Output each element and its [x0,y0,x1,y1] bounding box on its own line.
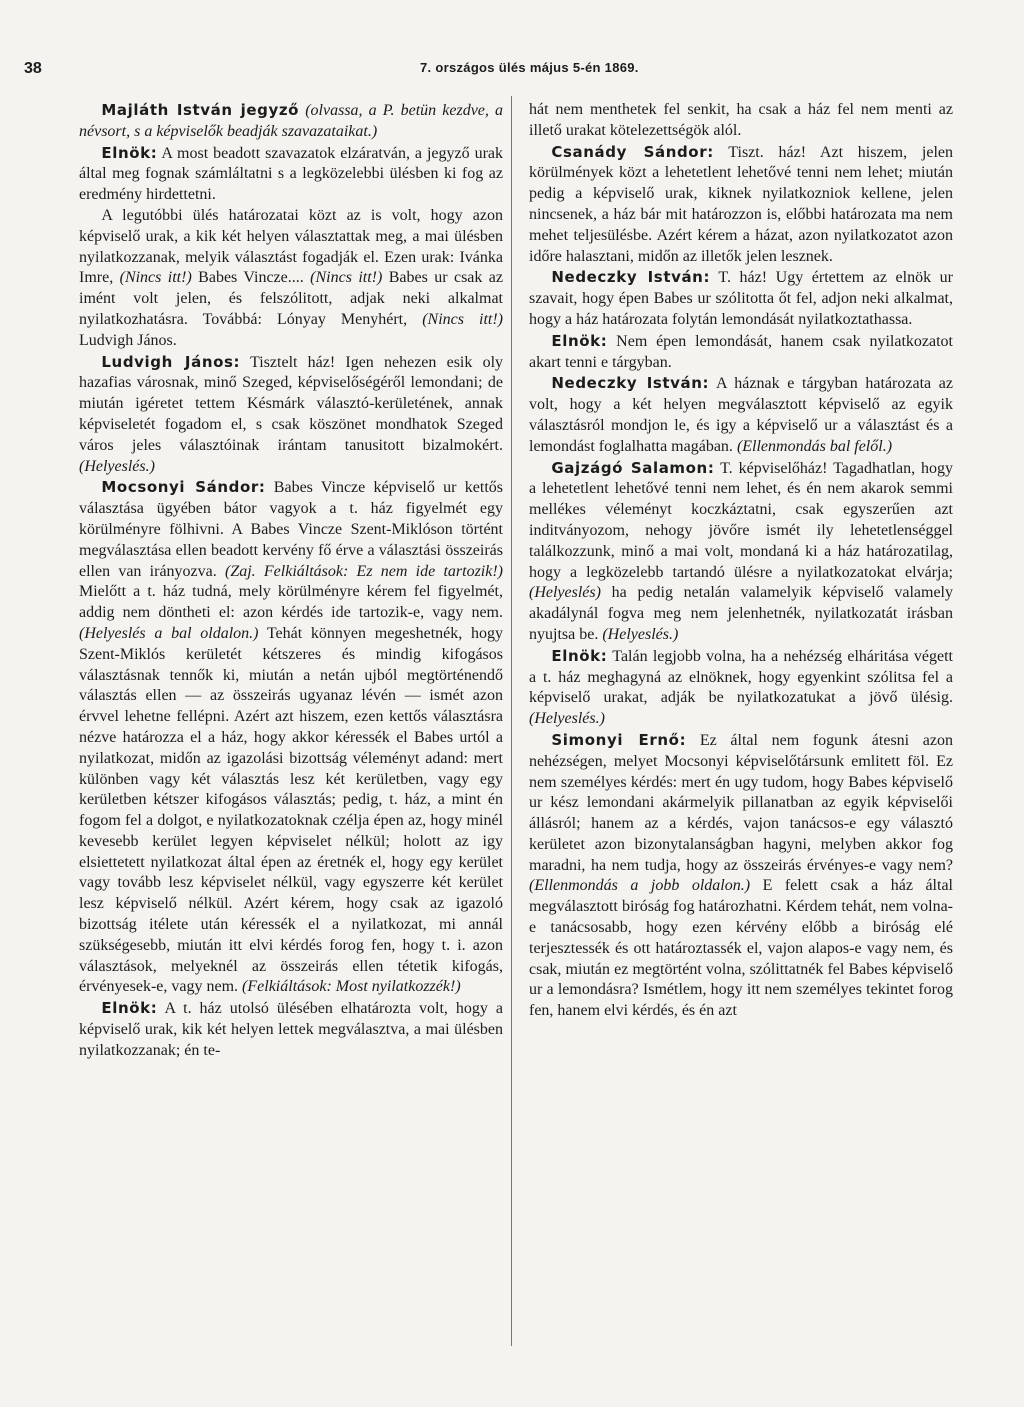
body-text: A háznak e tárgyban határozata az volt, hogy a két helyen megválasztott képviselő az egyik választásról mondjon le, és igy a képviselő ur a választást és a lemondást foglalhatta magában. [529,375,953,455]
paragraph [529,373,953,457]
left-column [79,100,503,1062]
speaker-name: Mocsonyi Sándor: [101,478,266,497]
remark-text: (Helyeslés.) [602,625,679,643]
remark-text: (Helyeslés.) [529,710,605,728]
paragraph [529,267,953,330]
body-text: Talán legjobb volna, ha a nehézség elháritása végett a t. ház meghagyná az elnöknek, hogy egyenkint szólitsa fel a képviselő urakat, adják be nyilatkozatukat a jövő ülésig. [529,647,953,707]
body-text: Tiszt. ház! Azt hiszem, jelen körülmények közt a lehetetlent lehetővé tenni nem lehet; miután pedig a képviselő urak, kiknek nyilatkozniok kellene, jelen nincsenek, a ház bár mit határozzon is, előbbi határozata ma nem mehet teljesülésbe. Azért kérem a házat, azon nyilatkozatot azon időre halasztani, midőn az illetők jelen lesznek. [529,143,953,265]
body-text: Nem épen lemondását, hanem csak nyilatkozatot akart tenni e tárgyban. [529,332,953,371]
speaker-name: Majláth István jegyző [101,101,300,119]
remark-text: (Zaj. Felkiáltások: Ez nem ide tartozik!) [224,562,503,580]
speaker-name: Ludvigh János: [101,352,241,371]
paragraph [529,100,953,142]
remark-text: (Felkiáltások: Most nyilatkozzék!) [242,978,461,996]
paragraph [79,998,503,1061]
speaker-name: Gajzágó Salamon: [551,458,715,477]
body-text: T. ház! Ugy értettem az elnök ur szavait, hogy épen Babes ur szólitotta őt fel, adjon neki alkalmat, hogy a ház határozata folytán lemondását nyilatkoztathassa. [529,269,954,328]
body-text: Mielőtt a t. ház tudná, mely körülményre kérem fel figyelmét, addig nem döntheti el: azon kérdés ide tartozik-e, vagy nem. [79,583,503,622]
remark-text: (Helyeslés.) [79,457,155,475]
remark-text: (Ellenmondás bal felől.) [736,437,893,455]
paragraph [529,646,953,730]
body-text: Babes ur csak az imént volt jelen, és felszólitott, adjak neki alkalmat nyilatkozhatásra. Továbbá: Lónyay Menyhért, [79,269,504,328]
body-text: hát nem menthetek fel senkit, ha csak a ház fel nem menti az illető urakat kötelezettségök alól. [529,101,953,139]
body-text: Babes Vincze képviselő ur kettős választása ügyében bátor vagyok a t. ház figyelmét egy körülményre fölhivni. A Babes Vincze Szent-Miklóson történt megválasztása ellen beadott kervény fő érve a választási összeirás ellen van irányozva. [79,479,503,580]
speaker-name: Nedeczky István: [551,374,710,393]
body-text: ha pedig netalán valamelyik képviselő valamely akadálynál fogva meg nem jelenhetnék, nyilatkozatát irásban nyujtsa be. [529,584,953,643]
remark-text: (Nincs itt!) [310,269,383,287]
paragraph [79,143,503,206]
paragraph [529,331,953,374]
paragraph [79,100,503,143]
body-text: Tehát könnyen megeshetnék, hogy Szent-Miklós kerületét kétszeres és mindig kifogásos választásnak tennők ki, miután a netán ujból megtörténendő választás ellen — az összeirás ugyanaz lévén — ismét azon érvvel lehetne fellépni. Azért azt hiszem, ezen kettős választásra nézve határozza el a ház, hogy akkor kéressék el Babes urtól a nyilatkozat, midőn az igazolási bizottság véleményt adand: mert különben vagy két választás lesz két kerületben, vagy egy kerületben kétszer kifogásos választás; pedig, t. ház, a mint én fogom fel a dolgot, e nyilatkozatoknak czélja épen az, hogy minél kevesebb kerület legyen képviselet nélkül; holott az igy elsiettetett nyilatkozat által épen az éretnék el, hogy egy kerület vagy tovább lesz képviselet nélkül, vagy egyszerre két kerület lesz képviselő nélkül. Azért kérem, hogy csak az igazoló bizottság itélete után kéressék el a nyilatkozat, mi annál szükségesebb, miután itt elvi kérdés forog fen, hogy t. i. azon választások, melyeknél az összeirás ellen tétetik kifogás, érvényesek-e, vagy nem. [79,624,504,996]
remark-text: (olvassa, a P. betün kezdve, a névsort, s a képviselők beadják szavazataikat.) [79,102,504,140]
body-text: T. képviselőház! Tagadhatlan, hogy a lehetetlent lehetővé tenni nem lehet, és én nem akarok semmi mellékes véleményt koczkáztatni, csak egyszerűen azt inditványozom, nehogy jövőre ismét ily lehetetlenséggel találkozzunk, minő a mai volt, mondaná ki a ház határozatilag, hogy a legközelebb tartandó ülésre a nyilatkozatokat elvárja; [529,459,953,581]
speaker-name: Elnök: [101,143,158,162]
body-text: A most beadott szavazatok elzáratván, a jegyző urak által meg fognak számláltatni s a legközelebbi ülésben ki fog az eredmény hirdettetni. [79,144,503,204]
remark-text: (Nincs itt!) [422,310,504,328]
body-text: E felett csak a ház által megválasztott biróság fog határozhatni. Kérdem tehát, nem volna-e tanácsosabb, hogy ezen kérvény előbb a biróság elé terjesztessék és ott határoztassék el, vajon alapos-e vagy nem, és csak, miután ez megtörtént volna, szólittatnék fel Babes képviselő ur a lemondásra? Ismétlem, hogy itt nem személyes tekintet forog fen, hanem elvi kérdés, és én azt [529,877,953,1020]
remark-text: (Helyeslés a bal oldalon.) [79,624,259,642]
speaker-name: Elnök: [101,999,158,1018]
body-text: Ludvigh János. [79,331,177,349]
speaker-name: Simonyi Ernő: [551,730,687,749]
paragraph [79,352,503,478]
right-column [529,100,953,1022]
body-text: Tisztelt ház! Igen nehezen esik oly hazafias városnak, minő Szeged, képviselőségéről lemondani; de miután igéretet tettem Késmárk választó-kerületének, annak képviseletét fogadom el, s csak köszönet mondhatok Szeged város jeles választóinak irántam tanusitott bizalmokért. [79,353,504,454]
body-text: A t. ház utolsó ülésében elhatározta volt, hogy a képviselő urak, kik két helyen lettek megválasztva, a mai ülésben nyilatkozzanak; én te- [79,1000,503,1059]
remark-text: (Helyeslés) [529,584,601,602]
running-title: 7. országos ülés május 5-én 1869. [420,60,639,75]
body-text: Ez által nem fogunk átesni azon nehézségen, melyet Mocsonyi képviselőtársunk emlitett föl. Ez nem személyes kérdés: mert én ugy tudom, hogy Babes képviselő ur kész lemondani akármelyik pillanatban az egyik képviselői állásról; hanem az a kérdés, vajon tanácsos-e egy választó kerületet azon bizonytalanságban hagyni, melyben akkor fog maradni, ha nem tudja, hogy az összeirás érvényes-e vagy nem? [529,731,953,874]
speaker-name: Csanády Sándor: [551,142,714,161]
paragraph [529,142,953,268]
body-text: Babes Vincze.... [191,269,311,287]
paragraph [79,477,503,998]
body-text: A legutóbbi ülés határozatai közt az is volt, hogy azon képviselő urak, a kik két helyen választattak meg, a mai ülésben nyilatkozzanak, melyik választást fogadják el. Ezen urak: Ivánka Imre, [79,206,503,287]
speaker-name: Elnök: [551,331,608,350]
page-number: 38 [24,60,42,77]
paragraph [79,206,503,352]
speaker-name: Nedeczky István: [551,268,711,287]
paragraph [529,458,953,646]
paragraph [529,730,953,1022]
remark-text: (Ellenmondás a jobb oldalon.) [529,877,751,895]
column-divider [511,96,512,1346]
remark-text: (Nincs itt!) [119,269,192,287]
speaker-name: Elnök: [551,646,608,665]
